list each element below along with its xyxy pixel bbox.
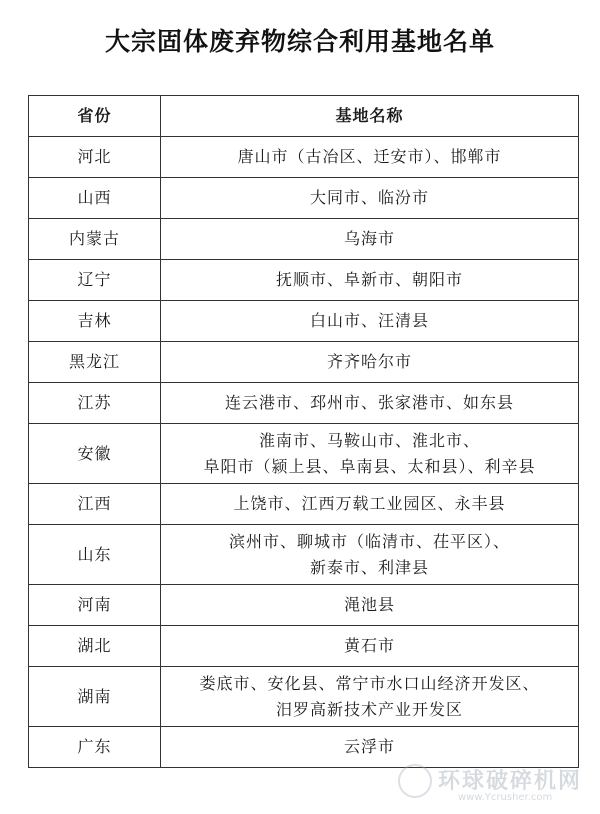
province-cell: 内蒙古: [29, 219, 161, 260]
base-name-line: 乌海市: [343, 229, 395, 248]
base-name-cell: [161, 727, 579, 768]
province-cell: 辽宁: [29, 260, 161, 301]
province-cell: 河北: [29, 137, 161, 178]
base-name-line: 娄底市、安化县、常宁市水口山经济开发区、: [199, 673, 540, 693]
province-cell: 山西: [29, 178, 161, 219]
province-cell: 山东: [29, 525, 161, 585]
table-row: [29, 178, 579, 219]
base-name-line: 渑池县: [343, 595, 395, 614]
table-row: [29, 727, 579, 768]
base-name-line: 汨罗高新技术产业开发区: [275, 699, 463, 719]
base-name-line: 云浮市: [343, 737, 395, 756]
watermark-text: 环球破碎机网: [438, 769, 583, 794]
base-list-table: [28, 95, 579, 768]
table-row: [29, 219, 579, 260]
province-cell: 吉林: [29, 301, 161, 342]
table-row: [29, 626, 579, 667]
province-cell: 安徽: [29, 424, 161, 484]
base-name-line: 黄石市: [343, 636, 395, 655]
base-name-cell: [161, 219, 579, 260]
base-name-cell: [161, 178, 579, 219]
watermark-url: www.Ycrusher.com: [458, 792, 553, 803]
province-cell: 黑龙江: [29, 342, 161, 383]
column-header-province: 省份: [29, 96, 161, 137]
base-name-line: 新泰市、利津县: [309, 557, 429, 577]
province-cell: 广东: [29, 727, 161, 768]
base-name-cell: [161, 260, 579, 301]
base-name-line: 唐山市（古冶区、迁安市）、邯郸市: [237, 147, 502, 166]
table-header-row: [29, 96, 579, 137]
base-name-cell: [161, 525, 579, 585]
base-name-line: 淮南市、马鞍山市、淮北市、: [258, 430, 480, 450]
province-cell: 湖北: [29, 626, 161, 667]
base-name-line: 连云港市、邳州市、张家港市、如东县: [224, 393, 514, 412]
base-name-cell: [161, 424, 579, 484]
table-row: [29, 484, 579, 525]
table-row: [29, 667, 579, 727]
base-name-line: 抚顺市、阜新市、朝阳市: [275, 270, 463, 289]
table-row: [29, 137, 579, 178]
base-name-line: 上饶市、江西万载工业园区、永丰县: [233, 494, 506, 513]
table-row: [29, 525, 579, 585]
base-name-cell: [161, 301, 579, 342]
column-header-base-name: 基地名称: [161, 96, 579, 137]
table-body: [29, 137, 579, 768]
province-cell: 湖南: [29, 667, 161, 727]
province-cell: 江西: [29, 484, 161, 525]
page-title: 大宗固体废弃物综合利用基地名单: [104, 27, 495, 56]
base-name-line: 滨州市、聊城市（临清市、茌平区）、: [228, 531, 510, 551]
table-row: [29, 424, 579, 484]
base-name-cell: [161, 137, 579, 178]
table-row: [29, 301, 579, 342]
base-name-cell: [161, 667, 579, 727]
table-row: [29, 342, 579, 383]
province-cell: 河南: [29, 585, 161, 626]
province-cell: 江苏: [29, 383, 161, 424]
base-name-cell: [161, 585, 579, 626]
table-row: [29, 383, 579, 424]
base-name-cell: [161, 484, 579, 525]
base-name-cell: [161, 626, 579, 667]
base-name-cell: [161, 342, 579, 383]
table-row: [29, 260, 579, 301]
base-name-line: 大同市、临汾市: [309, 188, 429, 207]
watermark-logo-icon: [398, 764, 432, 798]
base-name-line: 齐齐哈尔市: [326, 352, 412, 371]
base-name-cell: [161, 383, 579, 424]
base-name-line: 白山市、汪清县: [309, 311, 429, 330]
base-name-line: 阜阳市（颍上县、阜南县、太和县）、利辛县: [203, 456, 536, 476]
table-row: [29, 585, 579, 626]
